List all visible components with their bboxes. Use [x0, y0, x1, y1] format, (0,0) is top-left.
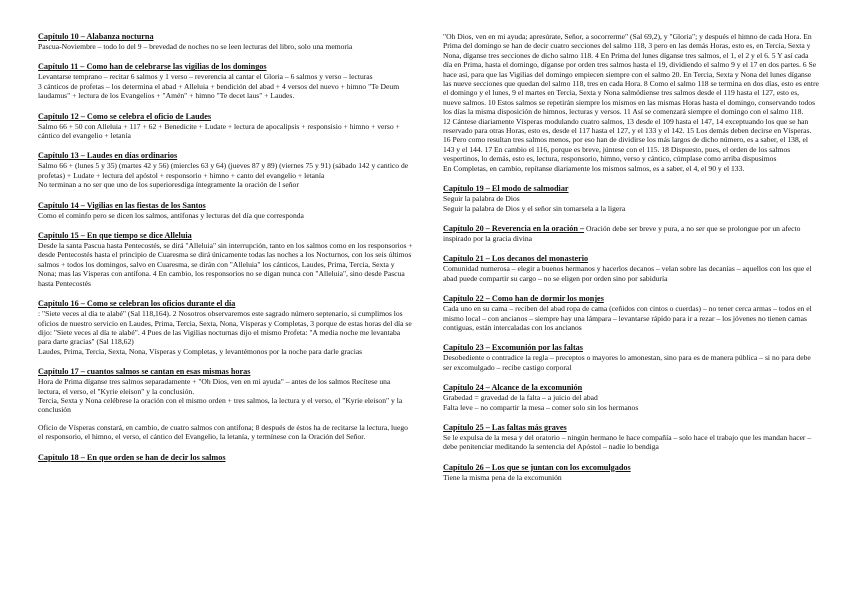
chapter-heading: Capítulo 14 – Vigilias en las fiestas de los Santos [38, 200, 206, 210]
chapter-body [38, 377, 414, 441]
chapter-section [38, 201, 414, 220]
paragraph: Salmo 66 + 50 con Alleluia + 117 + 62 + Benedicite + Ludate + lectura de apocalipsis + responsisio + himno + verso + cántico del evangelio + letanía [38, 121, 400, 141]
chapter-body [443, 433, 819, 452]
paragraph [443, 224, 819, 243]
paragraph: Falta leve – no compartir la mesa – comer solo sin los hermanos [443, 402, 639, 412]
paragraph: Comunidad numerosa – elegir a buenos hermanos y hacerlos decanos – velan sobre las decanías – aquellos con los que el abad puede compartir su cargo – no se eligen por orden sino por sabiduría [443, 264, 812, 283]
chapter-heading: Capítulo 15 – En que tiempo se dice Alleluia [38, 231, 192, 241]
paragraph: : "Siete veces al día te alabé" (Sal 118,164). 2 Nosotros observaremos este sagrado número septenario, si cumplimos los oficios de nuestro servicio en Laudes, Prima, Tercia, Sexta, Nona, Vísperas y Completas, 3 porque de estas horas del día se dijo: "Siete veces al día te alabé". 4 Pues de las Vigilias nocturnas dijo el mismo Profeta: "A media noche me levantaba para darte gracias" (Sal 118,62) [38, 309, 412, 347]
paragraph: Pascua-Noviembre – todo lo del 9 – brevedad de noches no se leen lecturas del libro, solo una memoria [38, 42, 353, 51]
chapter-body [38, 241, 414, 288]
chapter-section [443, 224, 819, 243]
chapter-section [443, 423, 819, 452]
chapter-body [443, 224, 819, 243]
paragraph: Tiene la misma pena de la excomunión [443, 472, 562, 482]
chapter-heading: Capítulo 26 – Los que se juntan con los excomulgados [443, 462, 631, 472]
chapter-heading: Capítulo 23 – Excomunión por las faltas [443, 343, 583, 353]
paragraph: No terminan a no ser que uno de los superioresdiga íntegramente la oración de l señor [38, 180, 299, 190]
chapter-body [38, 122, 414, 141]
chapter-heading: Capítulo 18 – En que orden se han de decir los salmos [38, 452, 226, 462]
chapter-section [443, 254, 819, 283]
paragraph: Desde la santa Pascua hasta Pentecostés, se dirá "Alleluia" sin interrupción, tanto en los salmos como en los responsorios + desde Pentecostés hasta el principio de Cuaresma se dirá únicamente todas las noches a los Nocturnos, con los seis últimos salmos + todos los domingos, salvo en Cuaresma, se dirán con "Alleluia" los cánticos, Laudes, Prima, Tercia, Sexta y Nona; mas las Vísperas con antífona. 4 En cambio, los responsorios no se digan nunca con "Alleluia", sino desde Pascua hasta Pentecostés [38, 241, 413, 288]
chapter-heading: Capítulo 13 – Laudes en días ordinarios [38, 151, 178, 161]
chapter-section [443, 343, 819, 372]
chapter-section [38, 112, 414, 141]
chapter-body [38, 211, 414, 220]
chapter-section [38, 32, 414, 51]
chapter-body [443, 304, 819, 332]
paragraph: Oficio de Vísperas constará, en cambio, de cuatro salmos con antífona; 8 después de éstos ha de recitarse la lectura, luego el responsorio, el himno, el verso, el cántico del Evangelio, la letanía, y termínese con la Oración del Señor. [38, 422, 408, 442]
chapter-heading: Capítulo 20 – Reverencia en la oración – [443, 223, 585, 233]
paragraph: 3 cánticos de profetas – los determina el abad + Alleluia + bendición del abad + 4 versos del nuevo + himno "Te Deum laudamus" + lectura de los Evangelios + "Amén" + himno "Te decet laus" + Laudes. [38, 81, 400, 101]
chapter-heading: Capítulo 21 – Los decanos del monasterio [443, 254, 589, 264]
chapter-section [38, 62, 414, 100]
paragraph: Grabedad = gravedad de la falta – a juicio del abad [443, 393, 598, 403]
paragraph: En Completas, en cambio, repítanse diariamente los mismos salmos, es a saber, el 4, el 90 y el 133. [443, 163, 745, 173]
paragraph: 12 Cántese diariamente Vísperas modulando cuatro salmos, 13 desde el 109 hasta el 147, 14 exceptuando los que se han reservado para otras Horas, esto es, desde el 117 hasta el 127, y el 133 y el 142. 15 Los demás deben decirse en Vísperas. 16 Pero como resultan tres salmos menos, por eso han de dividirse los más largos de dicho número, es a saber, el 138, el 143 y el 144. 17 En cambio el 116, porque es breve, júntese con el 115. 18 Dispuesto, pues, el orden de los salmos vespertinos, lo demás, esto es, lectura, responsorio, himno, verso y cántico, cúmplase como arriba dispusimos [443, 116, 812, 164]
paragraph: Salmo 66 + (lunes 5 y 35) (martes 42 y 56) (miercles 63 y 64) (jueves 87 y 89) (viernes 75 y 91) (sábado 142 y cantico de profetas) + Ludate + lectura del apóstol + responsorio + himno + canto del evangelio + letanía [38, 161, 409, 180]
chapter-body [443, 393, 819, 412]
chapter-body [38, 309, 414, 356]
chapter-section [38, 299, 414, 356]
chapter-heading: Capítulo 11 – Como han de celebrarse las vigilias de los domingos [38, 62, 267, 72]
paragraph: Como el cominfo pero se dicen los salmos, antífonas y lecturas del día que corresponda [38, 210, 304, 220]
chapter-body [38, 72, 414, 100]
chapter-section [443, 383, 819, 412]
chapter-heading: Capítulo 19 – El modo de salmodiar [443, 184, 569, 194]
chapter-section [443, 184, 819, 213]
paragraph: Levantarse temprano – recitar 6 salmos y 1 verso – reverencia al cantar el Gloria – 6 salmos y verso – lecturas [38, 72, 373, 82]
paragraph: Cada uno en su cama – reciben del abad ropa de cama (ceñidos con cintos o cuerdas) – no tener cerca armas – todos en el mismo local – con ancianos – siempre hay una lámpara – levantarse rápido para ir a rezar – los jóvenes no tienen camas contiguas, están intercaladas con los ancianos [443, 304, 812, 332]
chapter-section [38, 231, 414, 288]
paragraph: Seguir la palabra de Dios y el señor sin tomarsela a la ligera [443, 203, 626, 213]
chapter-body [443, 194, 819, 213]
paragraph: Seguir la palabra de Dios [443, 194, 520, 204]
chapter-section [38, 151, 414, 189]
chapter-section [38, 367, 414, 441]
chapter-section [443, 463, 819, 482]
chapter-heading: Capítulo 16 – Como se celebran los oficios durante el día [38, 299, 236, 309]
paragraph: Desobediente o contradice la regla – preceptos o mayores lo amonestan, sino para es de manera pública – si no para debe ser excomulgado – recibe castigo corporal [443, 353, 811, 372]
paragraph: Laudes, Prima, Tercia, Sexta, Nona, Vísperas y Completas, y levantémonos por la noche para darle gracias [38, 346, 363, 356]
chapter-body [38, 42, 414, 51]
chapter-section [38, 453, 414, 463]
chapter-inline-text: Oración debe ser breve y pura, a no ser que se prolongue por un afecto inspirado por la gracia divina [443, 223, 801, 243]
chapter-heading: Capítulo 22 – Como han de dormir los monjes [443, 294, 604, 304]
left-column [38, 32, 414, 474]
chapter-body [443, 353, 819, 372]
paragraph: Tercia, Sexta y Nona celébrese la oración con el mismo orden + tres salmos, la lectura y el verso, el "Kyrie eleison" y la conclusión [38, 395, 403, 415]
chapter-section-continued [443, 32, 819, 173]
chapter-body [443, 473, 819, 482]
chapter-body [38, 161, 414, 189]
chapter-body [443, 264, 819, 283]
chapter-heading: Capítulo 17 – cuantos salmos se cantan en esas mismas horas [38, 367, 251, 377]
chapter-heading: Capítulo 24 – Alcance de la excomunión [443, 383, 583, 393]
chapter-heading: Capítulo 10 – Alabanza nocturna [38, 32, 154, 41]
right-column [443, 32, 819, 493]
chapter-heading: Capítulo 25 – Las faltas más graves [443, 422, 567, 432]
paragraph: Hora de Prima díganse tres salmos separadamente + "Oh Dios, ven en mi ayuda" – antes de los salmos Recítese una lectura, el verso, el "Kyrie eleison" y la conclusión. [38, 377, 391, 396]
chapter-body [443, 32, 819, 173]
paragraph: Se le expulsa de la mesa y del oratorio – ningún hermano le hace compañía – solo hace el trabajo que les mandan hacer – debe penitenciar meditando la sentencia del Apóstol – nadie lo bendiga [443, 432, 812, 452]
chapter-section [443, 294, 819, 332]
paragraph: "Oh Dios, ven en mi ayuda; apresúrate, Señor, a socorrerme" (Sal 69,2), y "Gloria"; y después el himno de cada Hora. En Prima del domingo se han de decir cuatro secciones del salmo 118, 3 pero en las demás Horas, esto es, en Tercia, Sexta y Nona, díganse tres secciones de dicho salmo 118. 4 En Prima del lunes díganse tres salmos, el 1, el 2 y el 6. 5 Y así cada día en Prima, hasta el domingo, díganse por orden tres salmos hasta el 19, dividiendo el salmo 9 y el 17 en dos partes. 6 Se hace así, para que las Vigilias del domingo empiecen siempre con el salmo 20. En Tercia, Sexta y Nona del lunes díganse las nueve secciones que quedan del salmo 118, tres en cada Hora. 8 Como el salmo 118 se termina en dos días, esto es entre el domingo y el lunes, 9 el martes en Tercia, Sexta y Nona salmódiense tres salmos desde el 119 hasta el 127, esto es, nueve salmos. 10 Estos salmos se repetirán siempre los mismos en las mismas Horas hasta el domingo, conservando todos los días la misma disposición de himnos, lecturas y versos. 11 Así se comenzará siempre el domingo con el salmo 118. [443, 32, 819, 117]
chapter-heading: Capítulo 12 – Como se celebra el oficio de Laudes [38, 111, 212, 121]
